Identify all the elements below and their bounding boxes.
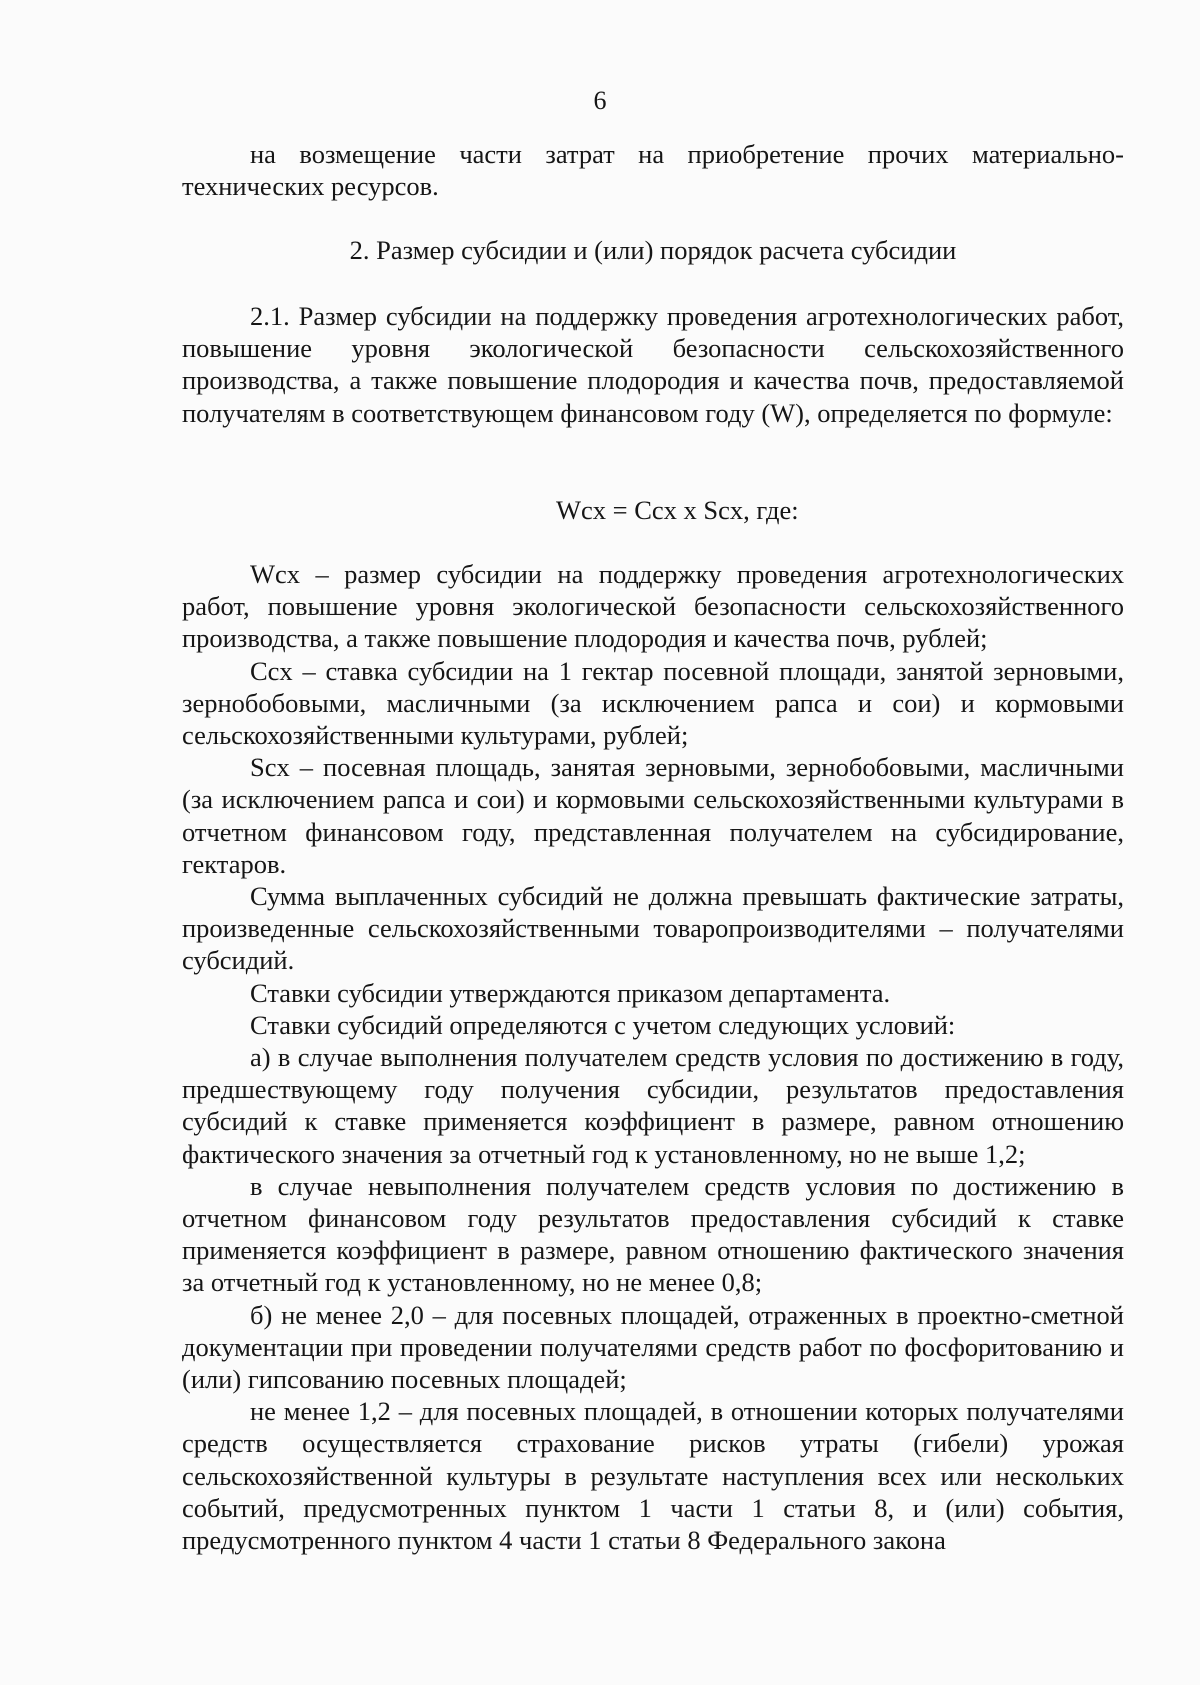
intro-block bbox=[182, 138, 1124, 202]
section-heading: 2. Размер субсидии и (или) порядок расчета субсидии bbox=[349, 235, 957, 265]
paragraph-condition-insurance: не менее 1,2 – для посевных площадей, в отношении которых получателями средств осуществляется страхование рисков утраты (гибели) урожая сельскохозяйственной культуры в результате наступления всех или нескольких событий, предусмотренных пунктом 1 части 1 статьи 8, и (или) события, предусмотренного пунктом 4 части 1 статьи 8 Федерального закона bbox=[182, 1396, 1124, 1556]
paragraph-condition-a-failure: в случае невыполнения получателем средств условия по достижению в отчетном финансовом году результатов предоставления субсидий к ставке применяется коэффициент в размере, равном отношению фактического значения за отчетный год к установленному, но не менее 0,8; bbox=[182, 1170, 1124, 1298]
page-number: 6 bbox=[593, 86, 607, 115]
paragraph-sum-limit: Сумма выплаченных субсидий не должна превышать фактические затраты, произведенные сельскохозяйственными товаропроизводителями – получателями субсидий. bbox=[182, 881, 1124, 976]
clause-2-1-block bbox=[182, 300, 1124, 429]
paragraph-scx: Scx – посевная площадь, занятая зерновыми, зернобобовыми, масличными (за исключением рапса и сои) и кормовыми сельскохозяйственными культурами в отчетном финансовом году, представленная получателем на субсидирование, гектаров. bbox=[182, 752, 1124, 879]
paragraph-condition-a: а) в случае выполнения получателем средств условия по достижению в году, предшествующему году получения субсидии, результатов предоставления субсидий к ставке применяется коэффициент в размере, равном отношению фактического значения за отчетный год к установленному, но не выше 1,2; bbox=[182, 1042, 1124, 1169]
formula: Wcx = Ccx x Scx, где: bbox=[556, 495, 799, 525]
paragraph-ccx: Ccx – ставка субсидии на 1 гектар посевной площади, занятой зерновыми, зернобобовыми, масличными (за исключением рапса и сои) и кормовыми сельскохозяйственными культурами, рублей; bbox=[182, 655, 1124, 751]
paragraph-wcx: Wcx – размер субсидии на поддержку проведения агротехнологических работ, повышение уровня экологической безопасности сельскохозяйственного производства, а также повышение плодородия и качества почв, рублей; bbox=[182, 559, 1124, 654]
paragraph-rates-conditions: Ставки субсидий определяются с учетом следующих условий: bbox=[250, 1009, 956, 1040]
main-text-block bbox=[182, 558, 1124, 1556]
paragraph-rates-approved: Ставки субсидии утверждаются приказом департамента. bbox=[250, 977, 891, 1008]
intro-paragraph: на возмещение части затрат на приобретение прочих материально-технических ресурсов. bbox=[182, 139, 1124, 202]
clause-2-1-paragraph: 2.1. Размер субсидии на поддержку проведения агротехнологических работ, повышение уровня экологической безопасности сельскохозяйственного производства, а также повышение плодородия и качества почв, предоставляемой получателям в соответствующем финансовом году (W), определяется по формуле: bbox=[182, 301, 1124, 428]
paragraph-condition-b: б) не менее 2,0 – для посевных площадей, отраженных в проектно-сметной документации при проведении получателями средств работ по фосфоритованию и (или) гипсованию посевных площадей; bbox=[182, 1299, 1124, 1395]
